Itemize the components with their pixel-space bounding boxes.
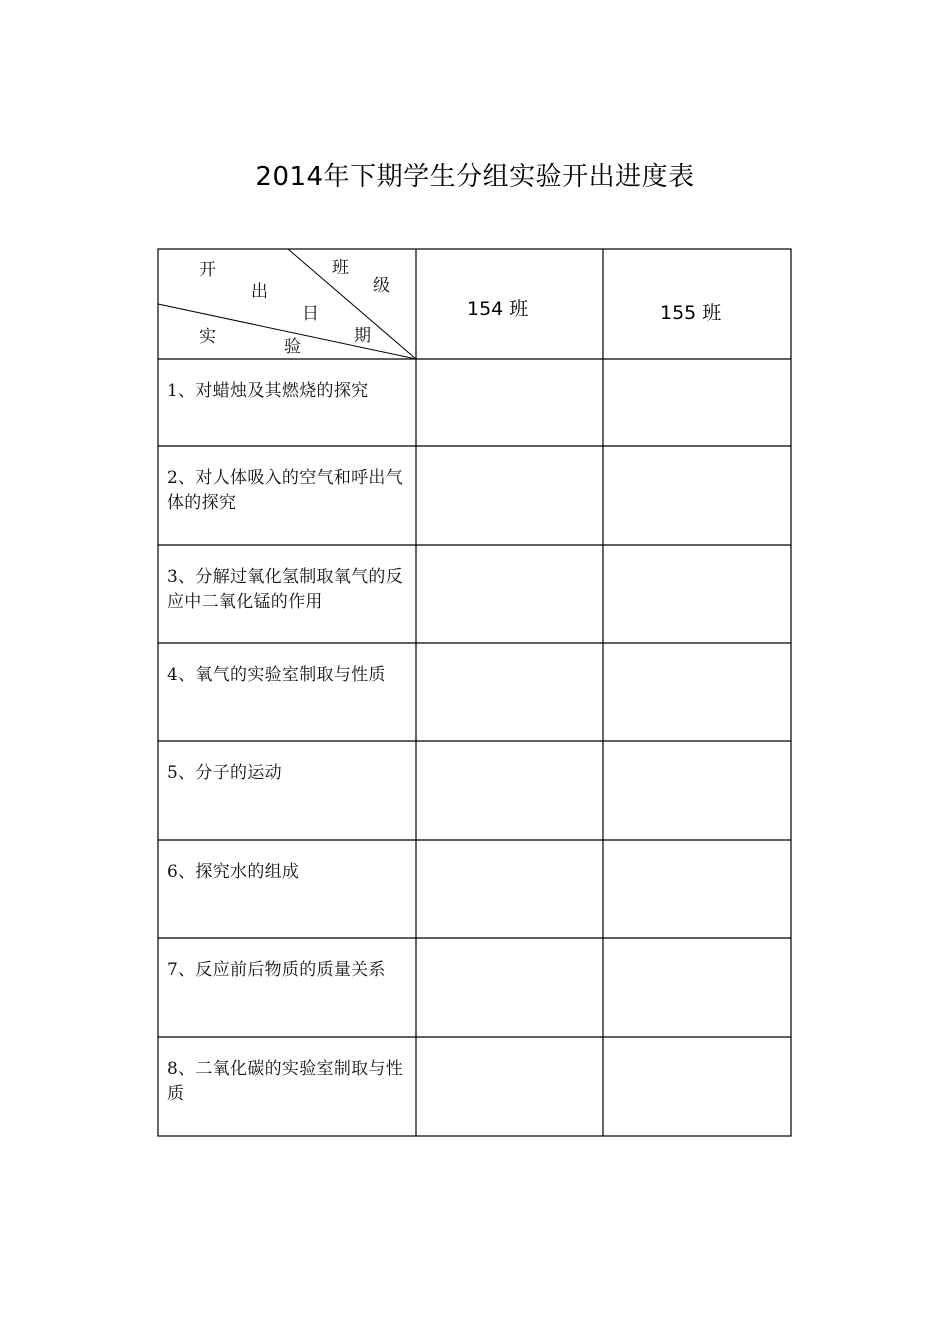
header-label-ri: 日 [302, 304, 319, 324]
class-155-cell-6 [604, 841, 790, 937]
class-155-cell-5 [604, 742, 790, 839]
class-155-cell-4 [604, 644, 790, 740]
column-header-class-154: 154 班 [467, 298, 529, 320]
experiment-cell-3: 3、分解过氧化氢制取氧气的反应中二氧化锰的作用 [167, 567, 404, 612]
experiment-cell-2: 2、对人体吸入的空气和呼出气体的探究 [167, 468, 404, 513]
class-155-cell-7 [604, 939, 790, 1036]
page-title: 2014年下期学生分组实验开出进度表 [255, 162, 695, 192]
class-154-cell-5 [417, 742, 602, 839]
class-154-cell-1 [417, 360, 602, 445]
header-label-ji: 级 [373, 276, 390, 296]
class-154-cell-7 [417, 939, 602, 1036]
header-label-chu: 出 [251, 282, 268, 302]
experiment-cell-7: 7、反应前后物质的质量关系 [167, 960, 386, 980]
header-label-yan: 验 [284, 337, 301, 357]
header-label-shi: 实 [199, 327, 216, 347]
class-155-cell-2 [604, 447, 790, 544]
experiment-cell-1: 1、对蜡烛及其燃烧的探究 [167, 381, 369, 401]
experiment-cell-6: 6、探究水的组成 [167, 862, 300, 882]
header-label-qi: 期 [354, 326, 371, 346]
experiment-cell-5: 5、分子的运动 [167, 763, 282, 783]
class-154-cell-8 [417, 1038, 602, 1135]
class-154-cell-2 [417, 447, 602, 544]
header-label-kai: 开 [199, 260, 216, 280]
class-154-cell-3 [417, 546, 602, 642]
experiment-cell-4: 4、氧气的实验室制取与性质 [167, 665, 386, 685]
class-155-cell-8 [604, 1038, 790, 1135]
experiment-cell-8: 8、二氧化碳的实验室制取与性质 [167, 1059, 404, 1104]
column-header-class-155: 155 班 [660, 302, 722, 324]
class-154-cell-6 [417, 841, 602, 937]
class-155-cell-1 [604, 360, 790, 445]
class-155-cell-3 [604, 546, 790, 642]
class-154-cell-4 [417, 644, 602, 740]
header-label-ban: 班 [332, 258, 349, 278]
